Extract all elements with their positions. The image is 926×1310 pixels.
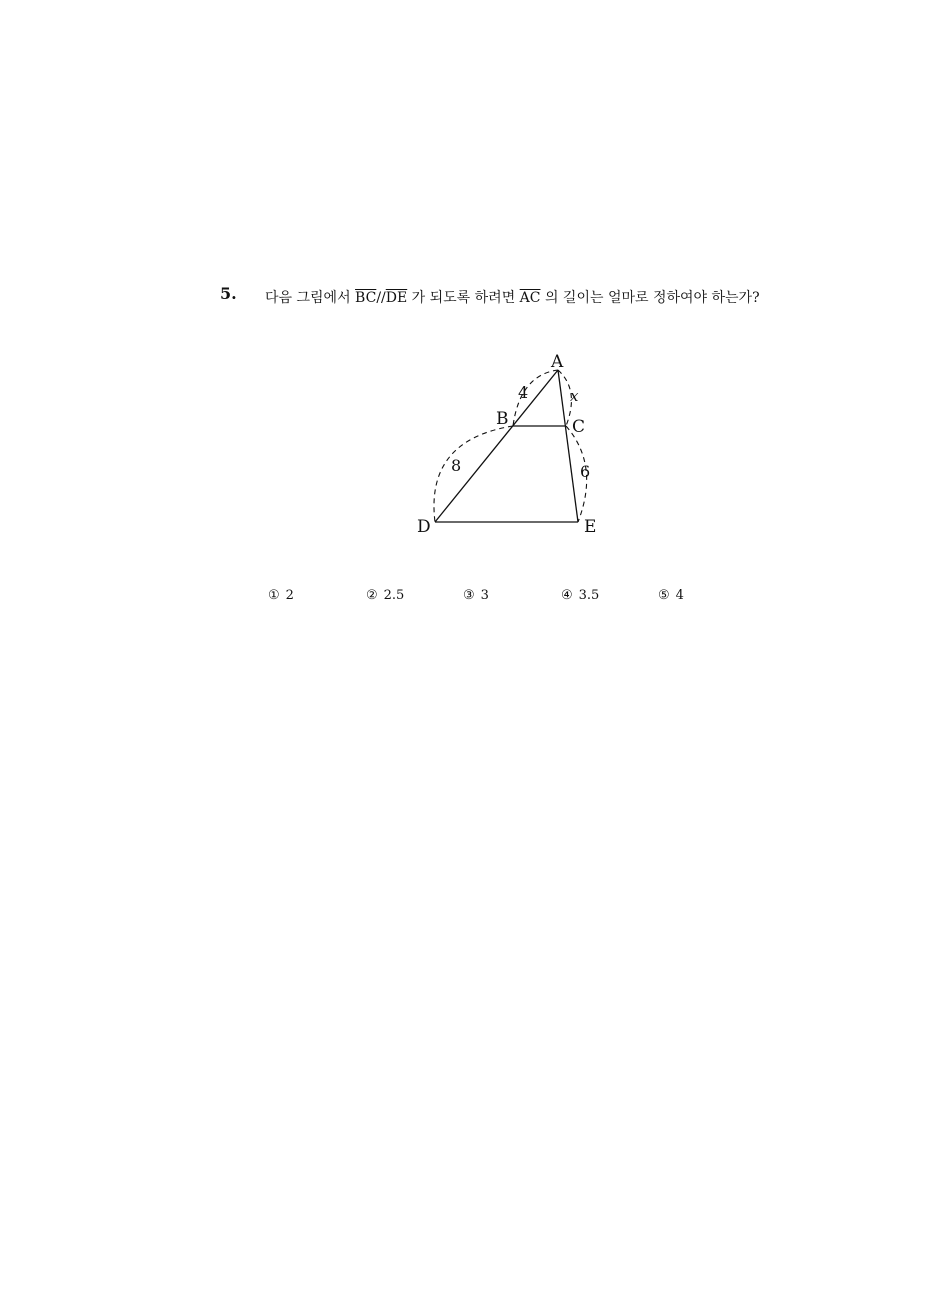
question-text-before: 다음 그림에서 [265, 290, 356, 306]
segment-bc: $\overline{BC}$ [355, 290, 377, 306]
question-text-middle: 가 되도록 하려면 [407, 290, 520, 306]
choice-3[interactable] [463, 588, 489, 603]
choice-2[interactable] [366, 588, 404, 603]
length-ac: x [570, 387, 579, 405]
choice-5-mark: ⑤ [658, 588, 670, 603]
choice-2-value: 2.5 [383, 588, 405, 603]
problem-number: 5. [220, 284, 237, 303]
choice-3-value: 3 [480, 588, 489, 603]
choice-4[interactable] [561, 588, 599, 603]
line-a-d [435, 370, 558, 522]
label-b: B [496, 409, 509, 429]
choice-4-mark: ④ [561, 588, 573, 603]
label-a: A [551, 352, 564, 372]
choice-5[interactable] [658, 588, 684, 603]
length-ab: 4 [518, 383, 529, 402]
choice-4-value: 3.5 [578, 588, 600, 603]
answer-choices [268, 588, 728, 610]
parallel-symbol: // [376, 290, 386, 306]
choice-1[interactable] [268, 588, 294, 603]
choice-5-value: 4 [675, 588, 684, 603]
choice-1-mark: ① [268, 588, 280, 603]
question-text [265, 285, 765, 312]
length-ce: 6 [580, 462, 591, 481]
question-text-after: 의 길이는 얼마로 정하여야 하는가? [540, 290, 760, 306]
choice-3-mark: ③ [463, 588, 475, 603]
segment-de: $\overline{DE}$ [385, 290, 408, 306]
label-c: C [572, 417, 586, 437]
choice-1-value: 2 [285, 588, 294, 603]
length-bd: 8 [451, 456, 462, 475]
label-d: D [417, 517, 431, 537]
segment-ac: $\overline{AC}$ [519, 290, 541, 306]
choice-2-mark: ② [366, 588, 378, 603]
label-e: E [584, 517, 597, 537]
triangle-figure [405, 345, 615, 545]
